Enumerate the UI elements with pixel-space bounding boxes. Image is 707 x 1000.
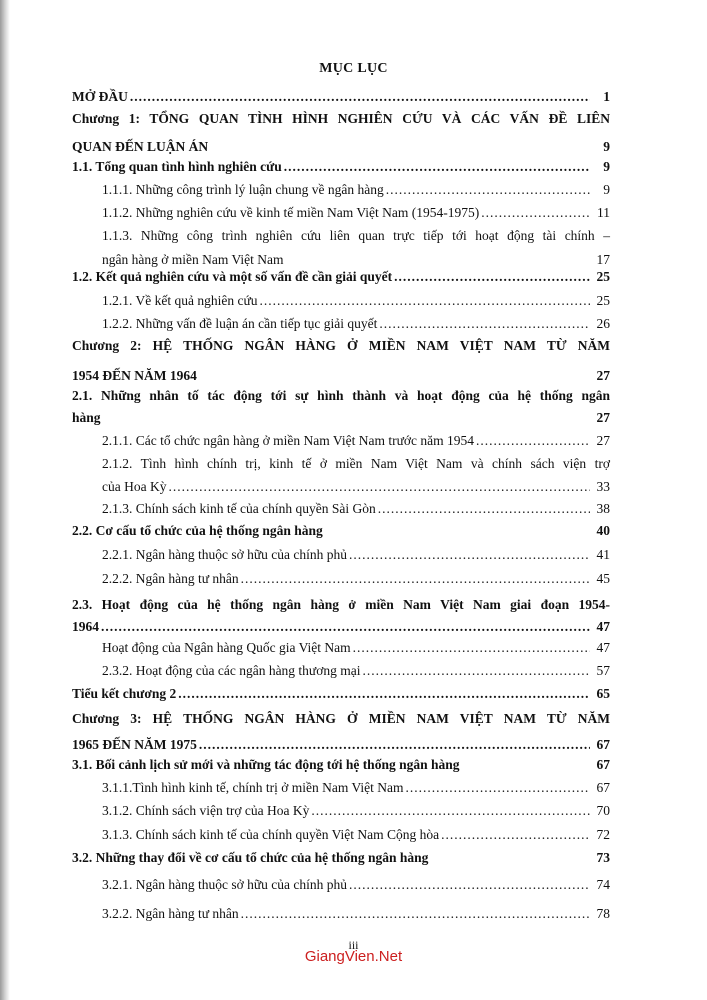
page-number: 78 bbox=[596, 906, 610, 921]
dot-leader bbox=[379, 315, 590, 333]
dot-leader bbox=[101, 618, 590, 636]
dot-leader bbox=[481, 204, 590, 222]
page-number: 9 bbox=[603, 159, 610, 174]
dot-leader bbox=[311, 802, 590, 820]
page-number: 47 bbox=[596, 619, 610, 634]
entry-text: 1.2.1. Về kết quả nghiên cứu bbox=[102, 293, 258, 308]
page-number: 67 bbox=[596, 737, 610, 752]
toc-entry-1-1-3[interactable] bbox=[102, 227, 610, 269]
page-number: 17 bbox=[596, 252, 610, 267]
toc-entry-chapter-1[interactable] bbox=[72, 110, 610, 156]
toc-entry-1-1-2[interactable] bbox=[102, 204, 610, 222]
toc-title: MỤC LỤC bbox=[319, 61, 388, 76]
page-number: 67 bbox=[596, 780, 610, 795]
entry-text: MỞ ĐẦU bbox=[72, 89, 128, 104]
entry-text: 2.2. Cơ cấu tổ chức của hệ thống ngân hàng bbox=[72, 523, 323, 538]
roman-page-number: iii bbox=[348, 938, 359, 952]
toc-entry-2-1-3[interactable] bbox=[102, 500, 610, 518]
toc-entry-2-3-2[interactable] bbox=[102, 662, 610, 680]
entry-text: 1.1. Tổng quan tình hình nghiên cứu bbox=[72, 159, 282, 174]
entry-text: 2.2.2. Ngân hàng tư nhân bbox=[102, 571, 239, 586]
entry-text: 3.2.1. Ngân hàng thuộc sở hữu của chính phủ bbox=[102, 877, 348, 892]
toc-entry-2-2[interactable] bbox=[72, 522, 610, 540]
page-number: 73 bbox=[596, 850, 610, 865]
entry-text: 2.2.1. Ngân hàng thuộc sở hữu của chính phủ bbox=[102, 547, 348, 562]
entry-text-line1: 2.1.2. Tình hình chính trị, kinh tế ở miền Nam Việt Nam và chính sách viện trợ bbox=[102, 456, 610, 471]
entry-text: Tiểu kết chương 2 bbox=[72, 686, 177, 701]
dot-leader bbox=[394, 268, 590, 286]
page-number: 9 bbox=[603, 182, 610, 197]
toc-entry-2-2-1[interactable] bbox=[102, 546, 610, 564]
page-number: 27 bbox=[596, 368, 610, 383]
entry-text: 3.1. Bối cảnh lịch sử mới và những tác động tới hệ thống ngân hàng bbox=[72, 757, 460, 772]
page-number: 70 bbox=[596, 803, 610, 818]
page-number: 74 bbox=[596, 877, 610, 892]
page-number: 67 bbox=[596, 757, 610, 772]
entry-text: 1.2. Kết quả nghiên cứu và một số vấn đề cần giải quyết bbox=[72, 269, 393, 284]
entry-text: của Hoa Kỳ bbox=[102, 479, 167, 494]
dot-leader bbox=[386, 181, 590, 199]
dot-leader bbox=[406, 779, 590, 797]
entry-text: 1.2.2. Những vấn đề luận án cần tiếp tục giải quyết bbox=[102, 316, 378, 331]
entry-text-line1: Chương 2: HỆ THỐNG NGÂN HÀNG Ở MIỀN NAM VIỆT NAM TỪ NĂM bbox=[72, 338, 610, 353]
entry-text-line1: Chương 1: TỔNG QUAN TÌNH HÌNH NGHIÊN CỨU VÀ CÁC VẤN ĐỀ LIÊN bbox=[72, 111, 610, 126]
entry-text: Hoạt động của Ngân hàng Quốc gia Việt Nam bbox=[102, 640, 351, 655]
entry-text-line1: 1.1.3. Những công trình nghiên cứu liên quan trực tiếp tới hoạt động tài chính – bbox=[102, 228, 610, 243]
entry-text: 1.1.1. Những công trình lý luận chung về ngân hàng bbox=[102, 182, 384, 197]
toc-entry-3-1-1[interactable] bbox=[102, 779, 610, 797]
dot-leader bbox=[130, 88, 590, 106]
entry-text: QUAN ĐẾN LUẬN ÁN bbox=[72, 139, 209, 154]
page-number: 33 bbox=[596, 479, 610, 494]
page-footer bbox=[0, 938, 707, 965]
entry-text-line1: Chương 3: HỆ THỐNG NGÂN HÀNG Ở MIỀN NAM VIỆT NAM TỪ NĂM bbox=[72, 711, 610, 726]
entry-text-line1: 2.3. Hoạt động của hệ thống ngân hàng ở miền Nam Việt Nam giai đoạn 1954- bbox=[72, 597, 610, 612]
toc-entry-1-1[interactable] bbox=[72, 158, 610, 176]
page-number: 45 bbox=[596, 571, 610, 586]
toc-entry-chapter-3[interactable] bbox=[72, 710, 610, 754]
entry-text: 3.1.2. Chính sách viện trợ của Hoa Kỳ bbox=[102, 803, 310, 818]
watermark-brand[interactable]: GiangVien.Net bbox=[304, 948, 403, 965]
entry-text: 1964 bbox=[72, 619, 99, 634]
toc-entry-3-2-2[interactable] bbox=[102, 905, 610, 923]
page-number: 38 bbox=[596, 501, 610, 516]
page-number: 26 bbox=[596, 316, 610, 331]
dot-leader bbox=[349, 546, 590, 564]
entry-text: 1965 ĐẾN NĂM 1975 bbox=[72, 737, 197, 752]
page-number: 65 bbox=[596, 686, 610, 701]
toc-entry-2-1[interactable] bbox=[72, 387, 610, 427]
dot-leader bbox=[284, 158, 590, 176]
dot-leader bbox=[353, 639, 590, 657]
entry-text: 2.1.1. Các tổ chức ngân hàng ở miền Nam Việt Nam trước năm 1954 bbox=[102, 433, 475, 448]
toc-entry-1-2-2[interactable] bbox=[102, 315, 610, 333]
toc-entry-tieu-ket-2[interactable] bbox=[72, 685, 610, 703]
toc-entry-3-2-1[interactable] bbox=[102, 876, 610, 894]
dot-leader bbox=[168, 478, 590, 496]
toc-entry-2-1-1[interactable] bbox=[102, 432, 610, 450]
page-number: 25 bbox=[596, 269, 610, 284]
toc-entry-3-1-3[interactable] bbox=[102, 826, 610, 844]
toc-entry-3-1[interactable] bbox=[72, 756, 610, 774]
toc-entry-1-1-1[interactable] bbox=[102, 181, 610, 199]
entry-text: 2.3.2. Hoạt động của các ngân hàng thương mại bbox=[102, 663, 361, 678]
dot-leader bbox=[363, 662, 590, 680]
entry-text-line1: 2.1. Những nhân tố tác động tới sự hình thành và hoạt động của hệ thống ngân bbox=[72, 388, 610, 403]
dot-leader bbox=[476, 432, 590, 450]
dot-leader bbox=[241, 570, 590, 588]
page-number: 25 bbox=[596, 293, 610, 308]
toc-entry-2-1-2[interactable] bbox=[102, 455, 610, 496]
toc-entry-2-3-1[interactable] bbox=[102, 639, 610, 657]
entry-text: hàng bbox=[72, 410, 101, 425]
page-number: 40 bbox=[596, 523, 610, 538]
toc-entry-mo-dau[interactable] bbox=[72, 88, 610, 106]
page-number: 11 bbox=[597, 205, 610, 220]
entry-text: 1.1.2. Những nghiên cứu về kinh tế miền Nam Việt Nam (1954-1975) bbox=[102, 205, 480, 220]
page-edge-shadow bbox=[0, 0, 10, 1000]
entry-text: ngân hàng ở miền Nam Việt Nam bbox=[102, 252, 284, 267]
page-number: 9 bbox=[603, 139, 610, 154]
page-number: 1 bbox=[603, 89, 610, 104]
toc-entry-1-2[interactable] bbox=[72, 268, 610, 286]
entry-text: 3.2.2. Ngân hàng tư nhân bbox=[102, 906, 239, 921]
toc-entry-1-2-1[interactable] bbox=[102, 292, 610, 310]
page-number: 72 bbox=[596, 827, 610, 842]
dot-leader bbox=[378, 500, 590, 518]
dot-leader bbox=[349, 876, 590, 894]
entry-text: 3.2. Những thay đổi về cơ cấu tổ chức của hệ thống ngân hàng bbox=[72, 850, 429, 865]
dot-leader bbox=[441, 826, 590, 844]
toc-entry-2-3[interactable] bbox=[72, 596, 610, 636]
toc-entry-3-2[interactable] bbox=[72, 849, 610, 867]
entry-text: 2.1.3. Chính sách kinh tế của chính quyền Sài Gòn bbox=[102, 501, 376, 516]
entry-text: 1954 ĐẾN NĂM 1964 bbox=[72, 368, 197, 383]
page-number: 57 bbox=[596, 663, 610, 678]
entry-text: 3.1.1.Tình hình kinh tế, chính trị ở miền Nam Việt Nam bbox=[102, 780, 404, 795]
toc-entry-3-1-2[interactable] bbox=[102, 802, 610, 820]
dot-leader bbox=[241, 905, 590, 923]
page-number: 27 bbox=[596, 433, 610, 448]
entry-text: 3.1.3. Chính sách kinh tế của chính quyền Việt Nam Cộng hòa bbox=[102, 827, 440, 842]
dot-leader bbox=[260, 292, 590, 310]
dot-leader bbox=[178, 685, 590, 703]
dot-leader bbox=[199, 736, 590, 754]
toc-entry-2-2-2[interactable] bbox=[102, 570, 610, 588]
page-number: 27 bbox=[596, 410, 610, 425]
page-number: 47 bbox=[596, 640, 610, 655]
page-number: 41 bbox=[596, 547, 610, 562]
toc-entry-chapter-2[interactable] bbox=[72, 337, 610, 385]
